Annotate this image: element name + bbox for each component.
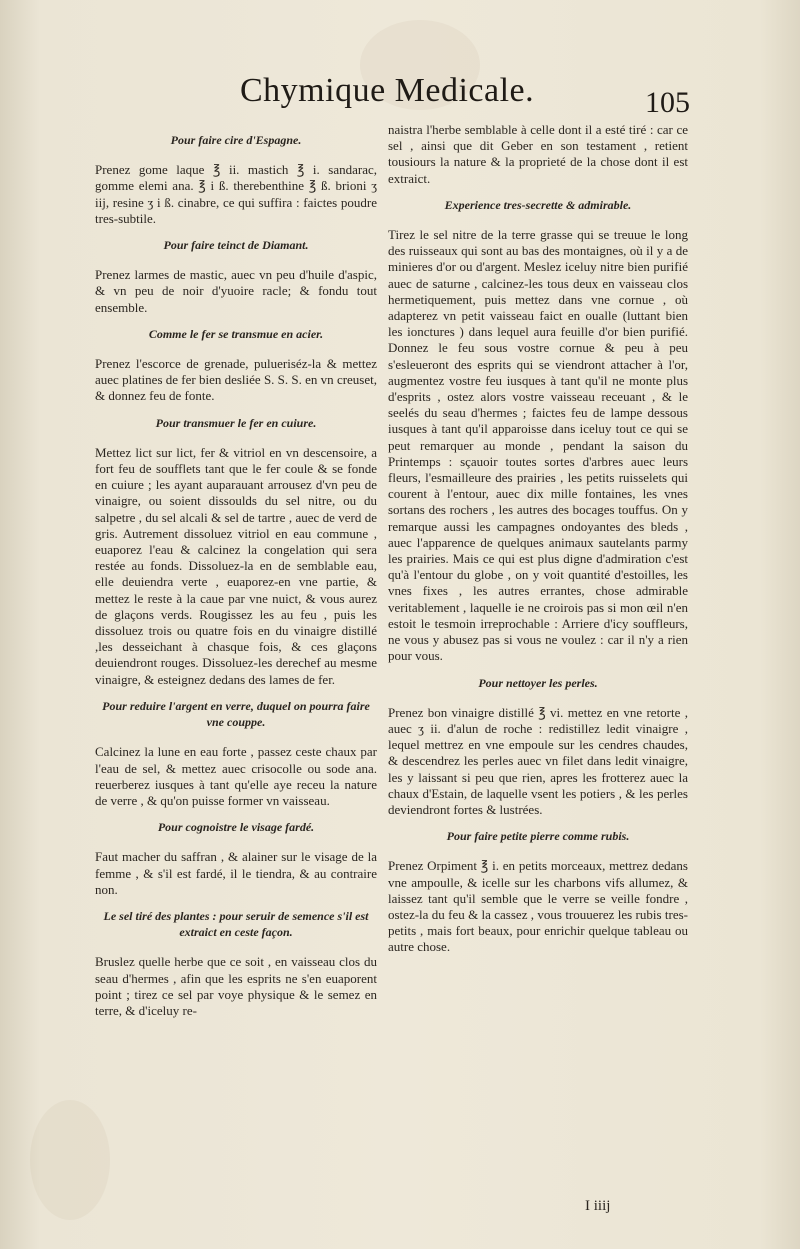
left-section-text: Prenez l'escorce de grenade, pulueriséz-la & mettez auec platines de fer bien desliée S. S. S. en vn creuset, & donnez feu de fonte. bbox=[95, 356, 377, 404]
running-title: Chymique Medicale. bbox=[240, 72, 535, 109]
right-section-text: Prenez bon vinaigre distillé ℥ vi. mettez en vne retorte , auec ʒ ii. d'alun de roche : redistillez ledit vinaigre , lequel mettrez en vne empoule sur les cendres chaudes, & descendrez les perles auec vn filet dans ledit vinaigre, les y laissant si peu que rien, apres les frotterez auec la chaux d'Estain, de laquelle vsent les potiers , & les perles deviendront fortes & lustrées. bbox=[388, 704, 688, 817]
left-section-text: Prenez larmes de mastic, auec vn peu d'huile d'aspic, & vn peu de noir d'yuoire racle; & fondu tout ensemble. bbox=[95, 267, 377, 315]
page-header bbox=[200, 72, 690, 122]
right-section-heading: Pour nettoyer les perles. bbox=[478, 675, 598, 690]
right-section-heading: Experience tres-secrette & admirable. bbox=[444, 197, 632, 212]
right-section-text: naistra l'herbe semblable à celle dont il a esté tiré : car ce sel , ainsi que dit Geber en son testament , retient tousiours la nature & la proprieté de la chose dont il est extraict. bbox=[388, 122, 688, 186]
left-section-heading: Comme le fer se transmue en acier. bbox=[148, 326, 324, 341]
right-section-text: Prenez Orpiment ℥ i. en petits morceaux, mettrez dedans vne ampoulle, & icelle sur les charbons vifs allumez, & laissez tant qu'il semble que le verre se veille fondre , ostez-la du feu & la cassez , vous trouuerez les rubis tres-petits , mais fort beaux, pour enrichir quelque tableau ou autre chose. bbox=[388, 858, 688, 955]
left-section-heading: Pour reduire l'argent en verre, duquel on pourra faire vne couppe. bbox=[102, 698, 370, 730]
right-section-heading: Pour faire petite pierre comme rubis. bbox=[446, 829, 630, 844]
paper-stain bbox=[30, 1100, 110, 1220]
left-section-text: Faut macher du saffran , & alainer sur le visage de la femme , & s'il est fardé, il le tiendra, & au contraire non. bbox=[95, 849, 377, 897]
left-section-heading: Pour faire teinct de Diamant. bbox=[163, 238, 309, 253]
left-section-heading: Pour transmuer le fer en cuiure. bbox=[155, 415, 317, 430]
left-section-heading: Pour faire cire d'Espagne. bbox=[170, 133, 302, 147]
right-section-text: Tirez le sel nitre de la terre grasse qui se treuue le long des ruisseaux qui sont au bas des montaignes, où il y a de minieres d'or ou d'argent. Meslez iceluy nitre bien purifié auec de saturne , calcinez-les tous deux en vaisseau clos hermetiquement, puis mettez dans vne cornue , où adapterez vn petit vaisseau faict en oualle (luttant bien les ionctures ) dans lequel aura feuille d'or bien purifié. Donnez le feu sous vostre cornue & peu à peu s'esleueront des esprits qui se viendront attacher à l'or, augmentez vostre feu iusques à tant qu'il ne monte plus d'esprits , ostez alors vostre vaisseau receuant , & le seelés du seau d'hermes ; faictes feu de lampe dessous iusques à tant qu'il apparoisse dans iceluy tout ce qui se peut remarquer au monde , pendant la saison du Printemps : sçauoir toutes sortes d'arbres auec leurs fleurs, l'esmailleure des prairies , les petits ruisselets qui courent à l'entour, auec dix mille fontaines, les vnes sortans des rochers , les autres des bocages touffus. On y remarque aussi les campagnes ondoyantes des bleds , auec l'apparence de quelques animaux sautelants parmy les prairies. Mais ce qui est plus digne d'admiration c'est qu'à l'entour du globe , on y voit quantité d'estoilles, les vnes fixes , les autres errantes, chose admirable veritablement , laquelle ie ne croirois pas si mon œil n'en estoit le tesmoin irreprochable : Arriere d'icy souffleurs, ne vous y abusez pas si vous ne voulez : car il n'y a rien pour vous. bbox=[388, 227, 688, 664]
right-column bbox=[388, 122, 688, 956]
left-section-text: Bruslez quelle herbe que ce soit , en vaisseau clos du seau d'hermes , afin que les esprits ne s'en euaporent point ; tirez ce sel par voye physique & le semez en terre, & d'iceluy re- bbox=[95, 954, 377, 1018]
left-section-text: Mettez lict sur lict, fer & vitriol en vn descensoire, a fort feu de soufflets tant que le fer coule & se fonde en cuiure ; les ayant auparauant arrousez d'vn peu de vinaigre, ou soient dissoulds du sel nitre, ou du salpetre , du sel alcali & sel de tartre , auec de verd de gris. Autrement dissoluez vitriol en eau commune , euaporez l'eau & calcinez la congelation qui sera restée au fonds. Dissoluez-la en de semblable eau, elle deuiendra verte , euaporez-en vne partie, & mettez le reste à la caue par vne nuict, & vous aurez de glaçons verds. Rougissez les au feu , puis les dissoluez trois ou quatre fois en du vinaigre distillé ,les desseichant à chasque fois, & ces glaçons deuiendront rouges. Dissoluez-les derechef au mesme vinaigre, & esteignez dedans des lames de fer. bbox=[95, 444, 377, 687]
left-column bbox=[95, 122, 377, 1019]
left-section-text: Prenez gome laque ℥ ii. mastich ℥ i. sandarac, gomme elemi ana. ℥ i ß. therebenthine ℥ ß. brioni ʒ iij, resine ʒ i ß. cinabre, ce qui suffira : faictes poudre tres-subtile. bbox=[95, 162, 377, 226]
page-number: 105 bbox=[645, 86, 690, 119]
left-section-text: Calcinez la lune en eau forte , passez ceste chaux par l'eau de sel, & mettez auec crisocolle ou sode ana. reuerberez iusques à tant qu'elle aye receu la nature de verre , & qu'on puisse former vn vaisseau. bbox=[95, 744, 377, 808]
signature-mark: I iiij bbox=[585, 1198, 611, 1214]
left-section-heading: Pour cognoistre le visage fardé. bbox=[157, 820, 315, 835]
left-section-heading: Le sel tiré des plantes : pour seruir de semence s'il est extraict en ceste façon. bbox=[103, 908, 369, 940]
